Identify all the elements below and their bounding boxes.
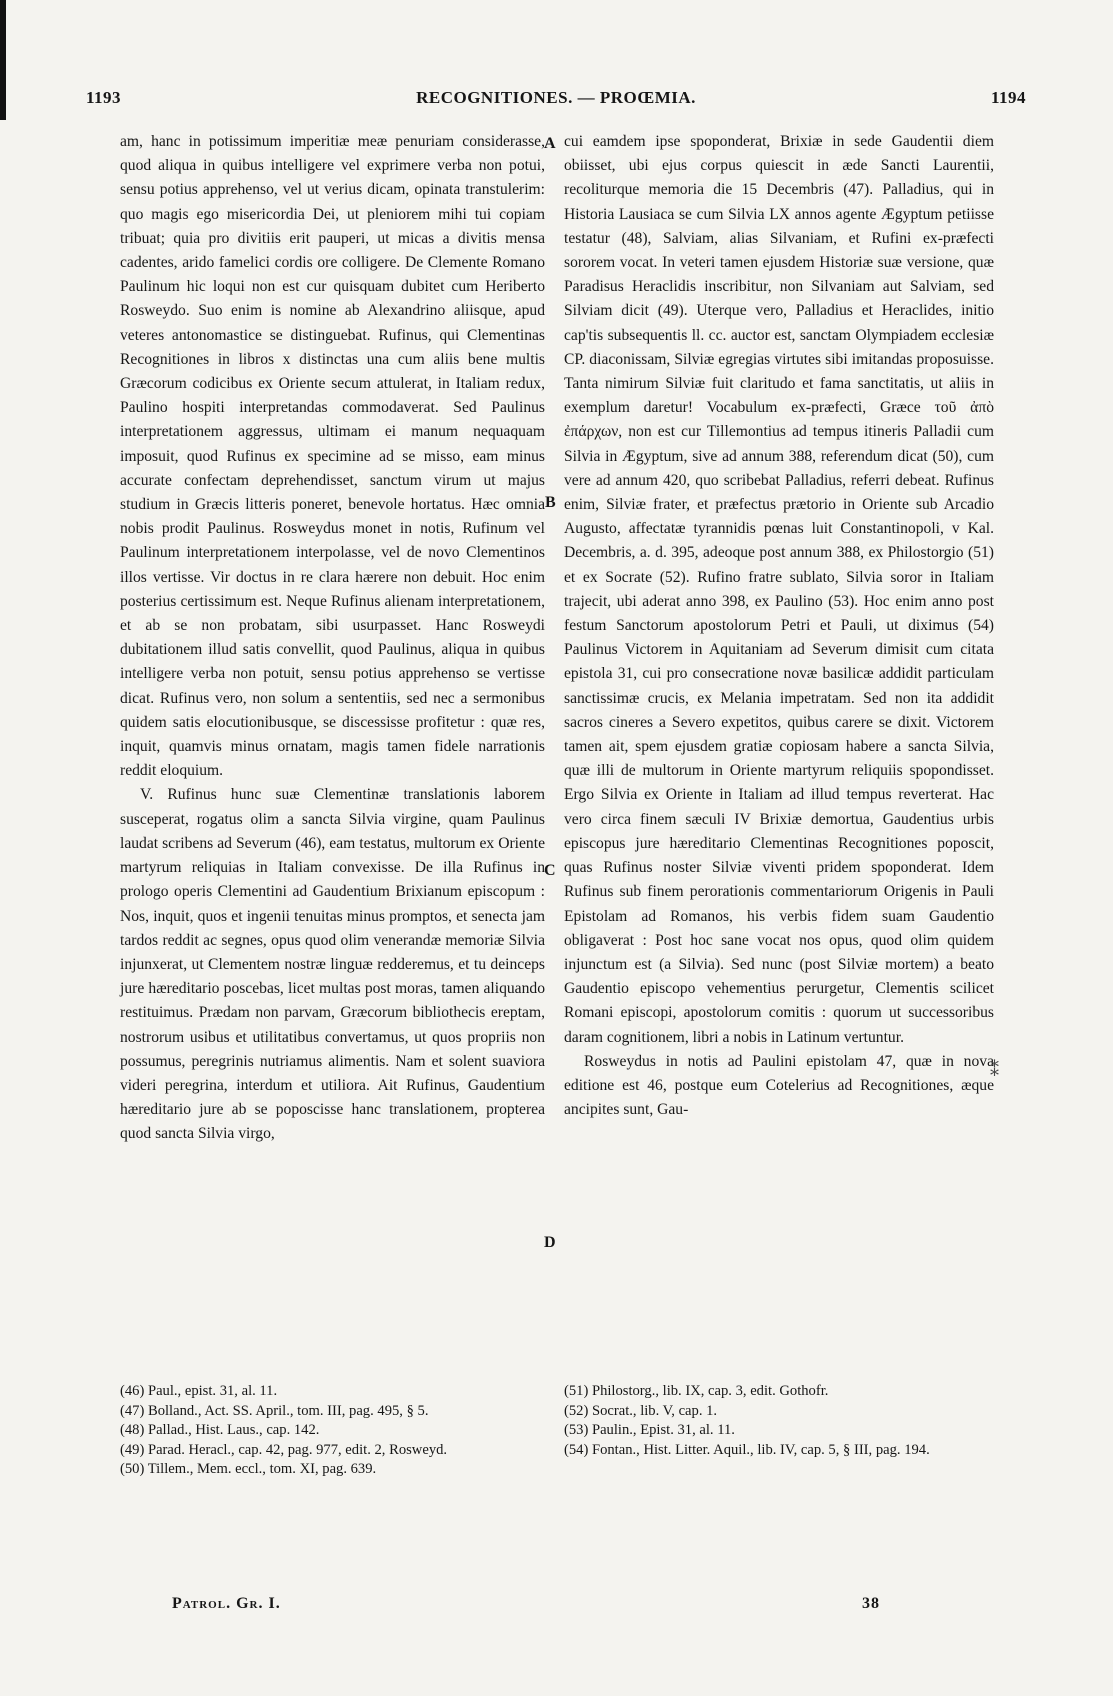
signature-mark: Patrol. Gr. I.	[172, 1595, 281, 1612]
footnote: (46) Paul., epist. 31, al. 11.	[120, 1383, 278, 1399]
ink-speck: ⁑	[990, 1060, 999, 1080]
right-paragraph: Rosweydus in notis ad Paulini epistolam 47, quæ in nova editione est 46, postque eum Cotelerius ad Recognitiones, æque ancipites sunt, Gau-	[564, 1052, 994, 1119]
footnote: (53) Paulin., Epist. 31, al. 11.	[564, 1422, 735, 1439]
right-paragraph: cui eamdem ipse spoponderat, Brixiæ in sede Gaudentii diem obiisset, ubi ejus corpus quiescit in æde Sancti Laurentii, recoliturque memoria die 15 Decembris (47). Palladius, qui in Historia Lausiaca se cum Silvia LX annos agente Ægyptum petiisse testatur (48), Salviam, alias Silvaniam, et Rufini ex-præfecti sororem vocat. In veteri tamen ejusdem Historiæ suæ versione, quæ Paradisus Heraclidis inscribitur, non Silvaniam aut Salviam, sed Silviam dicit (49). Uterque vero, Palladius et Heraclides, initio cap'tis subsequentis ll. cc. auctor est, sanctam Olympiadem ecclesiæ CP. diaconissam, Silviæ egregias virtutes sibi imitandas proposuisse. Tanta nimirum Silviæ fuit claritudo et fama sanctitatis, ut aliis in exemplum daretur! Vocabulum ex-præfecti, Græce τοῦ ἀπὸ ἐπάρχων, non est cur Tillemontius ad tempus itineris Palladii cum Silvia in Ægyptum, sive ad annum 388, referendum dicat (50), cum vere ad annum 420, quo scribebat Palladius, referri debeat. Rufinus enim, Silviæ frater, et præfectus prætorio in Oriente sub Arcadio Augusto, affectatæ tyrannidis pœnas luit Constantinopoli, v Kal. Decembris, a. d. 395, adeoque post annum 388, ex Philostorgio (51) et ex Socrate (52). Rufino fratre sublato, Silvia soror in Italiam trajecit, ubi aderat anno 398, ex Paulino (53). Hoc enim anno post festum Sanctorum apostolorum Petri et Pauli, ut diximus (54) Paulinus Victorem in Aquitaniam ad Severum dimisit cum citata epistola 31, cui pro consecratione novæ basilicæ addidit particulam sanctissimæ crucis, ex Melania impetratam. Sed non ita addidit sacros cineres a Severo expetitos, quibus carere se dixit. Victorem tamen ait, spem ejusdem gratiæ copiosam habere a sancta Silvia, quæ illi de multorum in Oriente martyrum reliquiis spopondisset. Ergo Silvia ex Oriente in Italiam ad illud tempus reverterat. Hac vero circa finem sæculi IV Brixiæ demortua, Gaudentius urbis episcopus jure hæreditario Clementinas Recognitiones poposcit, quas Rufinus noster Silviæ viventi pridem spoponderat. Idem Rufinus sub finem perorationis commentariorum Origenis in Pauli Epistolam ad Romanos, his verbis fidem suam Gaudentio obligaverat : Post hoc sane vocat nos opus, quod olim quidem injunctum est (a Silvia). Sed nunc (post Silviæ mortem) a beato Gaudentio episcopo vehementius perurgetur, Clementis scilicet Romani episcopi, apostolorum comitis : quorum ut successoribus daram cognitionem, libri a nobis in Latinum vertuntur.	[564, 133, 994, 1046]
margin-marker-c: C	[544, 862, 556, 879]
footnote: (47) Bolland., Act. SS. April., tom. III, pag. 495, § 5.	[120, 1402, 429, 1419]
left-text-column	[120, 130, 545, 1147]
footnote: (50) Tillem., Mem. eccl., tom. XI, pag. 639.	[120, 1461, 377, 1478]
scan-edge-shadow	[0, 0, 6, 120]
page-number-left: 1193	[86, 88, 122, 107]
footnotes-right	[564, 1382, 994, 1460]
footnotes-left	[120, 1382, 540, 1480]
margin-marker-d: D	[544, 1234, 556, 1251]
footnote: (49) Parad. Heracl., cap. 42, pag. 977, edit. 2, Rosweyd.	[120, 1441, 448, 1458]
margin-marker-b: B	[545, 494, 556, 511]
margin-marker-a: A	[544, 135, 556, 152]
left-paragraph: V. Rufinus hunc suæ Clementinæ translationis laborem susceperat, rogatus olim a sancta Silvia virgine, quam Paulinus laudat scribens ad Severum (46), eam testatus, multorum ex Oriente martyrum reliquias in Italiam convexisse. De illa Rufinus in prologo operis Clementini ad Gaudentium Brixianum episcopum : Nos, inquit, quos et ingenii tenuitas minus promptos, et senecta jam tardos reddit ac segnes, opus quod olim venerandæ memoriæ Silvia injunxerat, ut Clementem nostræ linguæ redderemus, et tu deinceps jure hæreditario poscebas, licet multas post moras, tamen aliquando restituimus. Prædam non parvam, Græcorum bibliothecis ereptam, nostrorum usibus et utilitatibus convertamus, ut quos propriis non possumus, peregrinis nutriamus alimentis. Nam et solent suaviora videri peregrina, interdum et utiliora. Ait Rufinus, Gaudentium hæreditario jure ab se poposcisse hanc translationem, propterea quod sancta Silvia virgo,	[120, 786, 545, 1143]
left-paragraph: am, hanc in potissimum imperitiæ meæ penuriam considerasse, quod aliqua in quibus intelligere vel exprimere verba non potui, sensu potius apprehenso, vel ut verius dicam, opinata transtulerim: quo magis ego misericordia Dei, ut pleniorem mihi tui copiam tribuat; quia pro divitiis erit pauperi, ut micas a divitis mensa cadentes, arido famelici cordis ore colligere. De Clemente Romano Paulinum hic loqui non est cur quisquam dubitet cum Heriberto Rosweydo. Suo enim is nomine ab Alexandrino aliisque, apud veteres antonomastice se distinguebat. Rufinus, qui Clementinas Recognitiones in libros x distinctas una cum aliis bene multis Græcorum codicibus ex Oriente secum attulerat, in Italiam redux, Paulino hospiti interpretandas commodaverat. Sed Paulinus interpretationem aggressus, ultimam ei manum nequaquam imposuit, quod Rufinus ex specimine ad se misso, eam minus accurate confectam deprehendisset, sanctum virum ut majus studium in Græcis litteris poneret, benevole hortatus. Hæc omnia nobis prodit Paulinus. Rosweydus monet in notis, Rufinum vel Paulinum interpretationem interpolasse, vel de novo Clementinos illos vertisse. Vir doctus in re clara hærere non debuit. Hoc enim posterius certissimum est. Neque Rufinus alienam interpretationem, et ab se non probatam, sibi usurpasset. Hanc Rosweydi dubitationem illud satis convellit, quod Paulinus, aliqua in quibus intelligere verba non potuit, sensu potius apprehenso se vertisse dicat. Rufinus vero, non solum a sententiis, sed nec a sermonibus quidem satis elocutionibusque, se discessisse profitetur : quæ res, inquit, quamvis minus ornatam, magis tamen fidele narrationis reddit eloquium.	[120, 133, 545, 780]
footnote: (52) Socrat., lib. V, cap. 1.	[564, 1402, 718, 1419]
footnote: (48) Pallad., Hist. Laus., cap. 142.	[120, 1422, 320, 1439]
running-title: RECOGNITIONES. — PROŒMIA.	[416, 88, 696, 107]
footnote: (51) Philostorg., lib. IX, cap. 3, edit. Gothofr.	[564, 1383, 829, 1399]
footnote: (54) Fontan., Hist. Litter. Aquil., lib. IV, cap. 5, § III, pag. 194.	[564, 1441, 930, 1458]
page-number-right: 1194	[990, 88, 1026, 107]
page-footer	[120, 1595, 990, 1621]
right-text-column	[564, 130, 994, 1122]
running-header	[86, 88, 1026, 118]
sheet-number: 38	[862, 1595, 880, 1612]
